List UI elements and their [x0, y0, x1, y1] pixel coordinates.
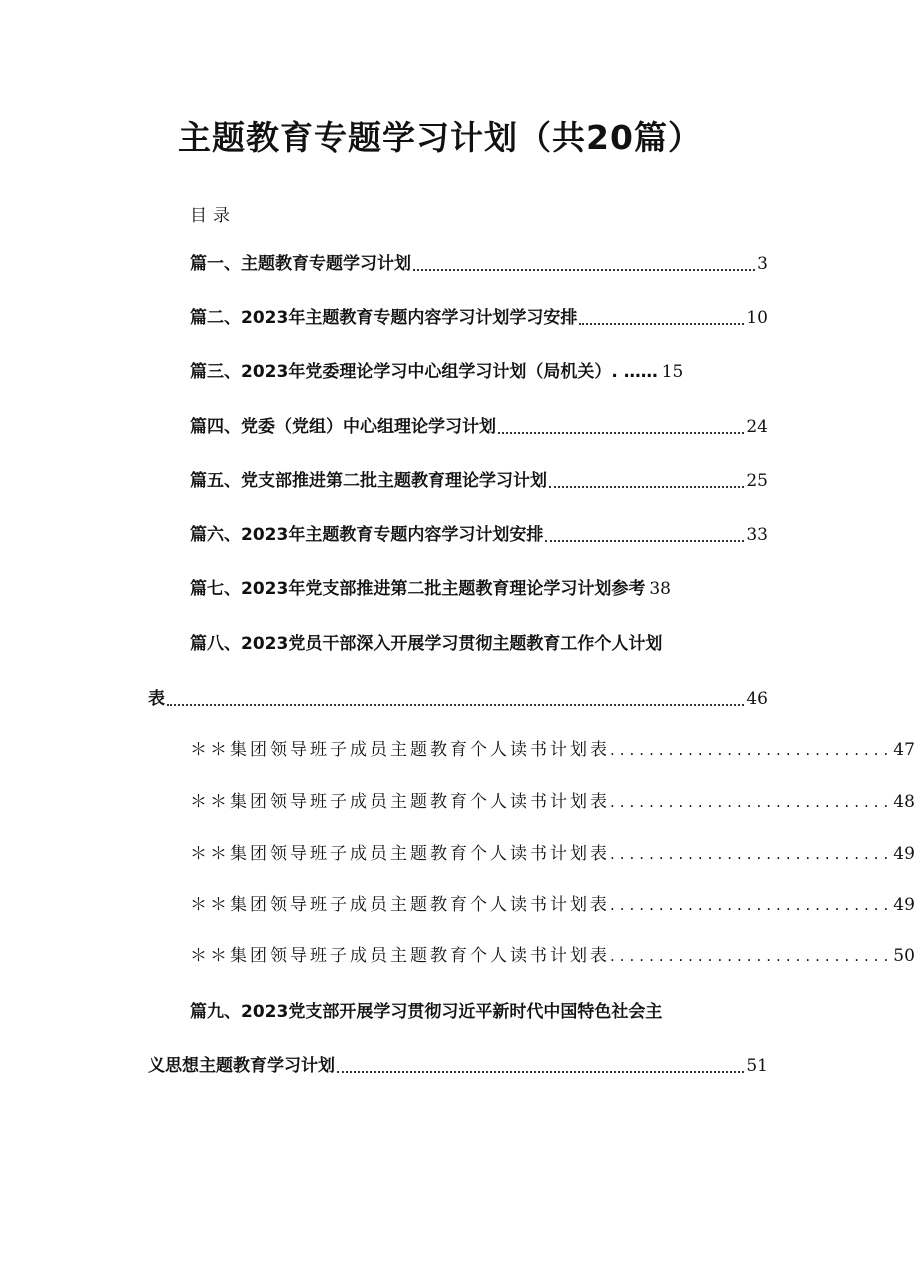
toc-entry-page: 25	[746, 471, 768, 491]
toc-leader	[167, 704, 744, 706]
toc-entry-text: 篇六、2023年主题教育专题内容学习计划安排	[190, 525, 544, 545]
toc-entry[interactable]	[190, 521, 768, 549]
toc-entry-page: 46	[746, 689, 768, 709]
toc-sub-entry[interactable]	[190, 891, 915, 919]
toc-entry-page: 10	[746, 308, 768, 328]
toc-entry-text: 表	[148, 689, 165, 709]
toc-sub-entry[interactable]	[190, 788, 915, 816]
toc-entry-page: 49	[893, 895, 915, 915]
toc-entry[interactable]	[190, 630, 768, 658]
toc-sub-entry[interactable]	[190, 840, 915, 868]
toc-heading: 目录	[190, 206, 236, 226]
toc-sub-entry[interactable]	[190, 942, 915, 970]
toc-entry-text: 篇二、2023年主题教育专题内容学习计划学习安排	[190, 308, 578, 328]
toc-entry-page: 47	[893, 740, 915, 760]
toc-entry[interactable]	[190, 998, 768, 1026]
toc-entry-text: 义思想主题教育学习计划	[148, 1056, 335, 1076]
toc-entry[interactable]	[190, 575, 768, 603]
toc-leader: .............................	[610, 845, 894, 863]
toc-entry-page: 38	[649, 579, 671, 599]
toc-entry-text: 篇七、2023年党支部推进第二批主题教育理论学习计划参考	[190, 579, 646, 599]
toc-entry[interactable]	[190, 467, 768, 495]
toc-entry-text: 篇四、党委（党组）中心组理论学习计划	[190, 417, 496, 437]
toc-entry[interactable]	[190, 358, 768, 386]
toc-entry-continuation[interactable]	[148, 685, 768, 713]
toc-entry-text: ＊＊集团领导班子成员主题教育个人读书计划表	[190, 740, 610, 760]
toc-entry-page: 33	[746, 525, 768, 545]
toc-leader	[579, 323, 744, 325]
toc-sub-entry[interactable]	[190, 736, 915, 764]
toc-leader: .............................	[610, 741, 894, 759]
toc-entry-page: 24	[746, 417, 768, 437]
toc-entry[interactable]	[190, 413, 768, 441]
toc-entry-text: ＊＊集团领导班子成员主题教育个人读书计划表	[190, 895, 610, 915]
toc-entry-text: 篇九、2023党支部开展学习贯彻习近平新时代中国特色社会主	[190, 1002, 663, 1022]
toc-entry-text: ＊＊集团领导班子成员主题教育个人读书计划表	[190, 946, 610, 966]
toc-entry-text: ＊＊集团领导班子成员主题教育个人读书计划表	[190, 844, 610, 864]
toc-entry-text: 篇五、党支部推进第二批主题教育理论学习计划	[190, 471, 547, 491]
toc-entry-page: 51	[746, 1056, 768, 1076]
toc-entry-page: 3	[757, 254, 768, 274]
toc-entry-page: 15	[661, 362, 684, 382]
toc-leader	[413, 269, 755, 271]
toc-entry-page: 50	[893, 946, 915, 966]
toc-leader	[545, 540, 744, 542]
toc-leader	[498, 432, 744, 434]
toc-leader	[337, 1071, 744, 1073]
toc-entry-continuation[interactable]	[148, 1052, 768, 1080]
toc-leader: .............................	[610, 896, 894, 914]
document-title: 主题教育专题学习计划（共20篇）	[178, 118, 702, 157]
toc-entry[interactable]	[190, 250, 768, 278]
toc-entry[interactable]	[190, 304, 768, 332]
toc-entry-page: 49	[893, 844, 915, 864]
toc-leader: .............................	[610, 947, 894, 965]
toc-entry-page: 48	[893, 792, 915, 812]
toc-leader: .............................	[610, 793, 894, 811]
toc-entry-text: 篇八、2023党员干部深入开展学习贯彻主题教育工作个人计划	[190, 634, 663, 654]
toc-leader	[549, 486, 744, 488]
toc-entry-text: 篇三、2023年党委理论学习中心组学习计划（局机关）. ……	[190, 362, 658, 382]
toc-entry-text: 篇一、主题教育专题学习计划	[190, 254, 411, 274]
toc-entry-text: ＊＊集团领导班子成员主题教育个人读书计划表	[190, 792, 610, 812]
